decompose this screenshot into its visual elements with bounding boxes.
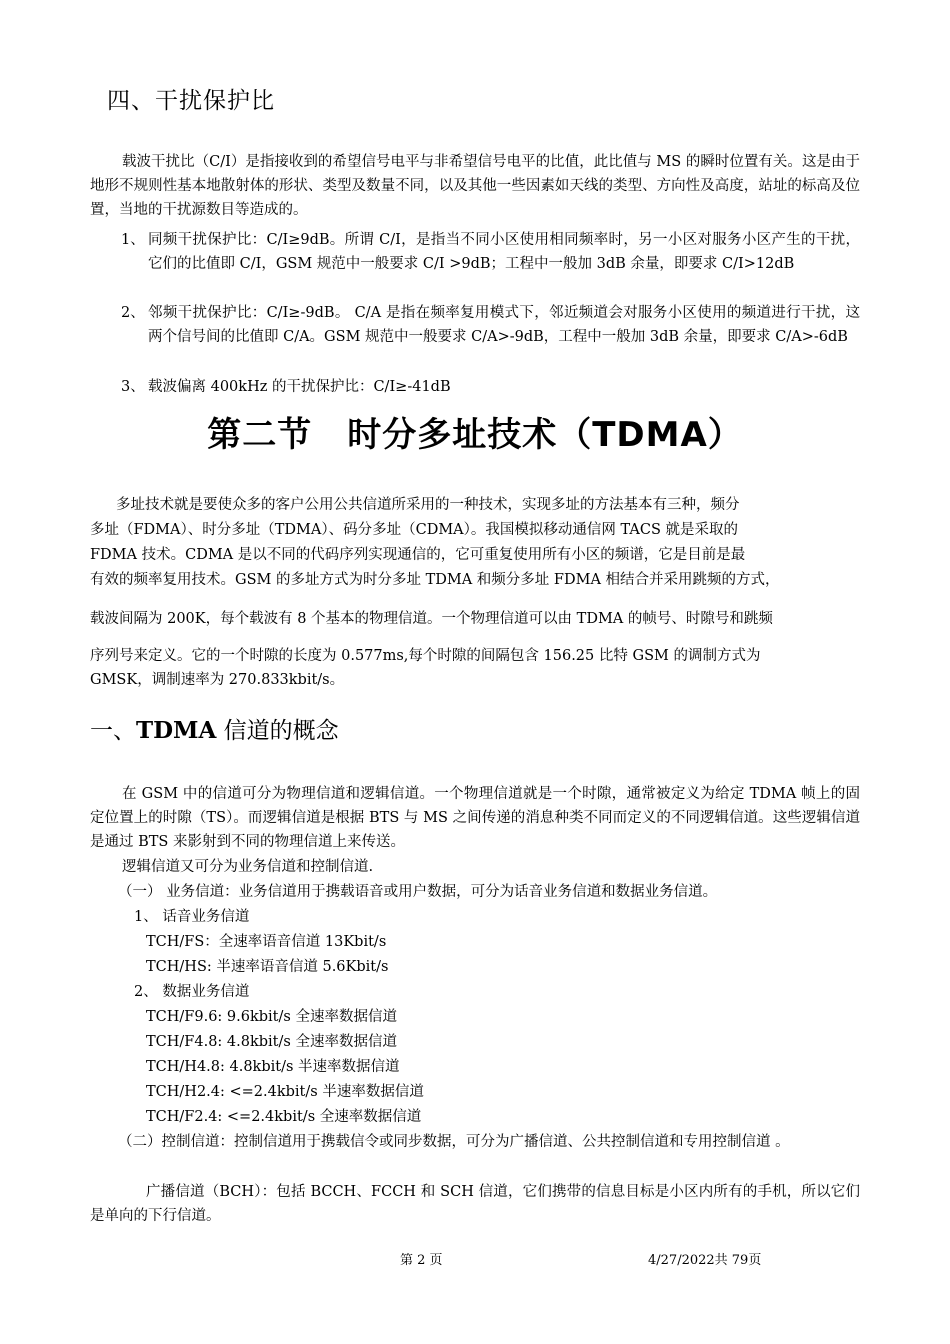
- paragraph-line: GMSK，调制速率为 270.833kbit/s。: [90, 672, 345, 688]
- paragraph-ci-intro: 载波干扰比（C/I）是指接收到的希望信号电平与非希望信号电平的比值，此比值与 MS 的瞬时位置有关。这是由于地形不规则性基本地散射体的形状、类型及数量不同，以及其他一些因素如天线的类型、方向性及高度，站址的标高及位置，当地的干扰源数目等造成的。: [90, 154, 860, 218]
- voice-channel-item: TCH/FS：全速率语音信道 13Kbit/s: [146, 934, 387, 950]
- chapter-title: 第二节 时分多址技术（TDMA）: [207, 415, 743, 455]
- section-heading-tdma: [90, 712, 339, 745]
- paragraph-line: 多址技术就是要使众多的客户公用公共信道所采用的一种技术，实现多址的方法基本有三种，频分: [116, 497, 740, 513]
- list-text: 邻频干扰保护比：C/I≥-9dB。 C/A 是指在频率复用模式下，邻近频道会对服务小区使用的频道进行干扰，这两个信号间的比值即 C/A。GSM 规范中一般要求 C/A>-9dB，工程中一般加 3dB 余量，即要求 C/A>-6dB: [148, 305, 860, 345]
- paragraph-line: 多址（FDMA）、时分多址（TDMA）、码分多址（CDMA）。我国模拟移动通信网 TACS 就是采取的: [90, 522, 739, 538]
- list-number: 2、: [121, 305, 145, 321]
- heading-suffix: 信道的概念: [216, 718, 339, 744]
- list-item-offset: [121, 375, 860, 399]
- data-channel-item: TCH/F9.6: 9.6kbit/s 全速率数据信道: [146, 1009, 397, 1025]
- section-heading-interference: 四、干扰保护比: [107, 88, 275, 114]
- data-channel-heading: 2、 数据业务信道: [134, 984, 250, 1000]
- footer-date-total: 4/27/2022共 79页: [648, 1253, 762, 1268]
- voice-channel-heading: 1、 话音业务信道: [134, 909, 250, 925]
- footer-page-number: 第 2 页: [400, 1253, 443, 1268]
- list-item-cochannel: [121, 228, 860, 276]
- voice-channel-item: TCH/HS: 半速率语音信道 5.6Kbit/s: [146, 959, 389, 975]
- data-channel-item: TCH/F4.8: 4.8kbit/s 全速率数据信道: [146, 1034, 397, 1050]
- list-number: 3、: [121, 379, 145, 395]
- heading-bold: TDMA: [136, 717, 217, 744]
- list-item-adjacent: [121, 301, 860, 349]
- list-text: 载波偏离 400kHz 的干扰保护比：C/I≥-41dB: [148, 379, 451, 395]
- logical-channel-note: 逻辑信道又可分为业务信道和控制信道.: [122, 859, 374, 875]
- paragraph-line: 序列号来定义。它的一个时隙的长度为 0.577ms,每个时隙的间隔包含 156.25 比特 GSM 的调制方式为: [90, 648, 761, 664]
- list-text: 同频干扰保护比：C/I≥9dB。所谓 C/I，是指当不同小区使用相同频率时，另一小区对服务小区产生的干扰，它们的比值即 C/I，GSM 规范中一般要求 C/I >9dB；工程中一般加 3dB 余量，即要求 C/I>12dB: [148, 232, 860, 272]
- paragraph-line: FDMA 技术。CDMA 是以不同的代码序列实现通信的，它可重复使用所有小区的频谱，它是目前是最: [90, 547, 746, 563]
- paragraph-line: 载波间隔为 200K，每个载波有 8 个基本的物理信道。一个物理信道可以由 TDMA 的帧号、时隙号和跳频: [90, 611, 773, 627]
- paragraph-line: 有效的频率复用技术。GSM 的多址方式为时分多址 TDMA 和频分多址 FDMA 相结合并采用跳频的方式，: [90, 572, 780, 588]
- broadcast-channel-paragraph: 广播信道（BCH）：包括 BCCH、FCCH 和 SCH 信道，它们携带的信息目标是小区内所有的手机，所以它们是单向的下行信道。: [90, 1184, 860, 1224]
- paragraph-channel-intro: 在 GSM 中的信道可分为物理信道和逻辑信道。一个物理信道就是一个时隙，通常被定义为给定 TDMA 帧上的固定位置上的时隙（TS）。而逻辑信道是根据 BTS 与 MS 之间传递的消息种类不同而定义的不同逻辑信道。这些逻辑信道是通过 BTS 来影射到不同的物理信道上来传送。: [90, 786, 860, 850]
- traffic-channel-heading: （一） 业务信道：业务信道用于携载语音或用户数据，可分为话音业务信道和数据业务信道。: [118, 884, 718, 900]
- control-channel-paragraph: （二）控制信道：控制信道用于携载信令或同步数据，可分为广播信道、公共控制信道和专用控制信道 。: [118, 1134, 790, 1150]
- list-number: 1、: [121, 232, 145, 248]
- data-channel-item: TCH/F2.4: <=2.4kbit/s 全速率数据信道: [146, 1109, 422, 1125]
- data-channel-item: TCH/H4.8: 4.8kbit/s 半速率数据信道: [146, 1059, 400, 1075]
- data-channel-item: TCH/H2.4: <=2.4kbit/s 半速率数据信道: [146, 1084, 424, 1100]
- heading-prefix: 一、: [90, 718, 136, 744]
